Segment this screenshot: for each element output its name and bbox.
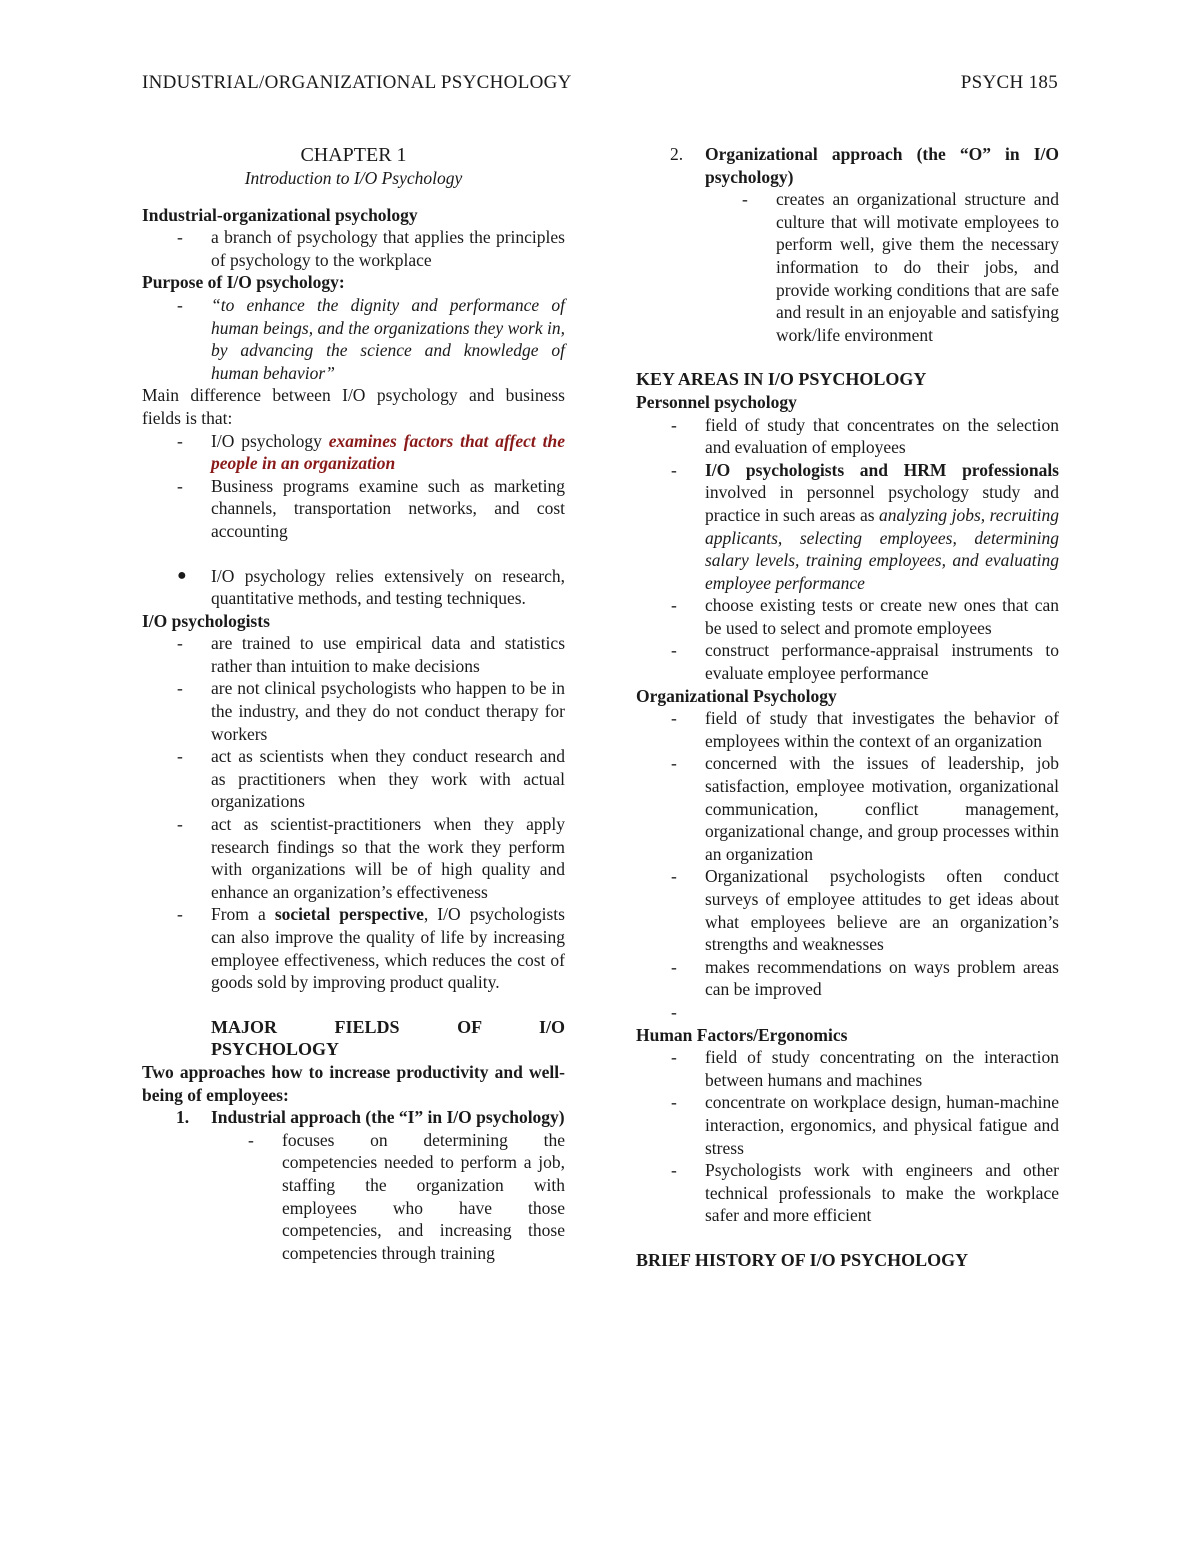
- organizational-psychology-heading: Organizational Psychology: [636, 685, 837, 706]
- major-fields-heading: MAJOR FIELDS OF I/O: [211, 1016, 565, 1037]
- list-item: - field of study concentrating on the interaction between humans and machines: [671, 1047, 1059, 1090]
- bullet-item: ● I/O psychology relies extensively on research, quantitative methods, and testing techniques.: [177, 565, 565, 609]
- left-column: [142, 143, 565, 1264]
- major-fields-heading-cont: PSYCHOLOGY: [211, 1039, 340, 1060]
- personnel-psychology-heading: Personnel psychology: [636, 391, 797, 412]
- list-item: - field of study that concentrates on the selection and evaluation of employees: [671, 414, 1059, 458]
- societal-perspective-text: societal perspective: [274, 904, 424, 925]
- list-item: - From a societal perspective, I/O psychologists can also improve the quality of life by increasing employee effectiveness, which reduces the cost of goods sold by improving product quality.: [177, 904, 565, 993]
- list-item: - concentrate on workplace design, human-machine interaction, ergonomics, and physical fatigue and stress: [671, 1092, 1059, 1158]
- list-item: -: [671, 1001, 677, 1022]
- list-item: - makes recommendations on ways problem areas can be improved: [671, 956, 1059, 1000]
- list-item: - focuses on determining the competencies needed to perform a job, staffing the organization with employees who have those competencies, and increasing those competencies through training: [248, 1129, 565, 1263]
- human-factors-heading: Human Factors/Ergonomics: [636, 1024, 848, 1045]
- list-item: - act as scientists when they conduct research and as practitioners when they work with actual organizations: [177, 746, 565, 812]
- page-header: [142, 72, 1058, 95]
- emphasis-text: examines factors that affect the people in an organization: [211, 430, 565, 474]
- list-item: - creates an organizational structure and culture that will motivate employees to perform well, give them the necessary information to do their jobs, and provide working conditions that are safe and result in an enjoyable and satisfying work/life environment: [742, 189, 1059, 345]
- course-title: INDUSTRIAL/ORGANIZATIONAL PSYCHOLOGY: [142, 72, 572, 93]
- brief-history-heading: BRIEF HISTORY OF I/O PSYCHOLOGY: [636, 1249, 969, 1270]
- list-item: - “to enhance the dignity and performance of human beings, and the organizations they work in, by advancing the science and knowledge of human behavior”: [177, 294, 565, 383]
- list-item: - Organizational psychologists often conduct surveys of employee attitudes to get ideas about what employees believe are an organization’s strengths and weaknesses: [671, 866, 1059, 955]
- list-item: - I/O psychology examines factors that affect the people in an organization: [177, 430, 565, 474]
- psychologists-heading: I/O psychologists: [142, 610, 270, 631]
- chapter-title: CHAPTER 1: [300, 144, 407, 166]
- list-item: - a branch of psychology that applies the principles of psychology to the workplace: [177, 227, 565, 270]
- list-item: - concerned with the issues of leadership, job satisfaction, employee motivation, organizational communication, conflict management, organizational change, and group processes within an organization: [671, 753, 1059, 864]
- list-item: - field of study that investigates the behavior of employees within the context of an organization: [671, 708, 1059, 751]
- purpose-heading: Purpose of I/O psychology:: [142, 272, 345, 293]
- list-item: - are not clinical psychologists who happen to be in the industry, and they do not conduct therapy for workers: [177, 678, 565, 744]
- key-areas-heading: KEY AREAS IN I/O PSYCHOLOGY: [636, 369, 927, 390]
- main-difference-text: Main difference between I/O psychology and business fields is that:: [142, 385, 565, 428]
- two-approaches-heading: Two approaches how to increase productivity and well-being of employees:: [142, 1061, 565, 1105]
- right-column: [636, 143, 1059, 1272]
- list-item: - construct performance-appraisal instruments to evaluate employee performance: [671, 640, 1059, 684]
- list-item: - Psychologists work with engineers and other technical professionals to make the workplace safer and more efficient: [671, 1160, 1059, 1226]
- organizational-approach-heading: 2. Organizational approach (the “O” in I/O psychology): [670, 144, 1059, 187]
- io-definition-heading: Industrial-organizational psychology: [142, 204, 418, 225]
- course-code: PSYCH 185: [960, 72, 1058, 93]
- list-item: - choose existing tests or create new ones that can be used to select and promote employees: [671, 595, 1059, 638]
- list-item: - Business programs examine such as marketing channels, transportation networks, and cost accounting: [177, 475, 565, 541]
- chapter-subtitle: Introduction to I/O Psychology: [244, 168, 463, 188]
- list-item: - act as scientist-practitioners when they apply research findings so that the work they perform with organizations will be of high quality and enhance an organization’s effectiveness: [177, 814, 565, 902]
- industrial-approach-heading: 1. Industrial approach (the “I” in I/O psychology): [176, 1107, 565, 1128]
- list-item: - I/O psychologists and HRM professionals involved in personnel psychology study and practice in such areas as analyzing jobs, recruiting applicants, selecting employees, determining salary levels, training employees, and evaluating employee performance: [671, 459, 1059, 593]
- list-item: - are trained to use empirical data and statistics rather than intuition to make decisions: [177, 633, 565, 676]
